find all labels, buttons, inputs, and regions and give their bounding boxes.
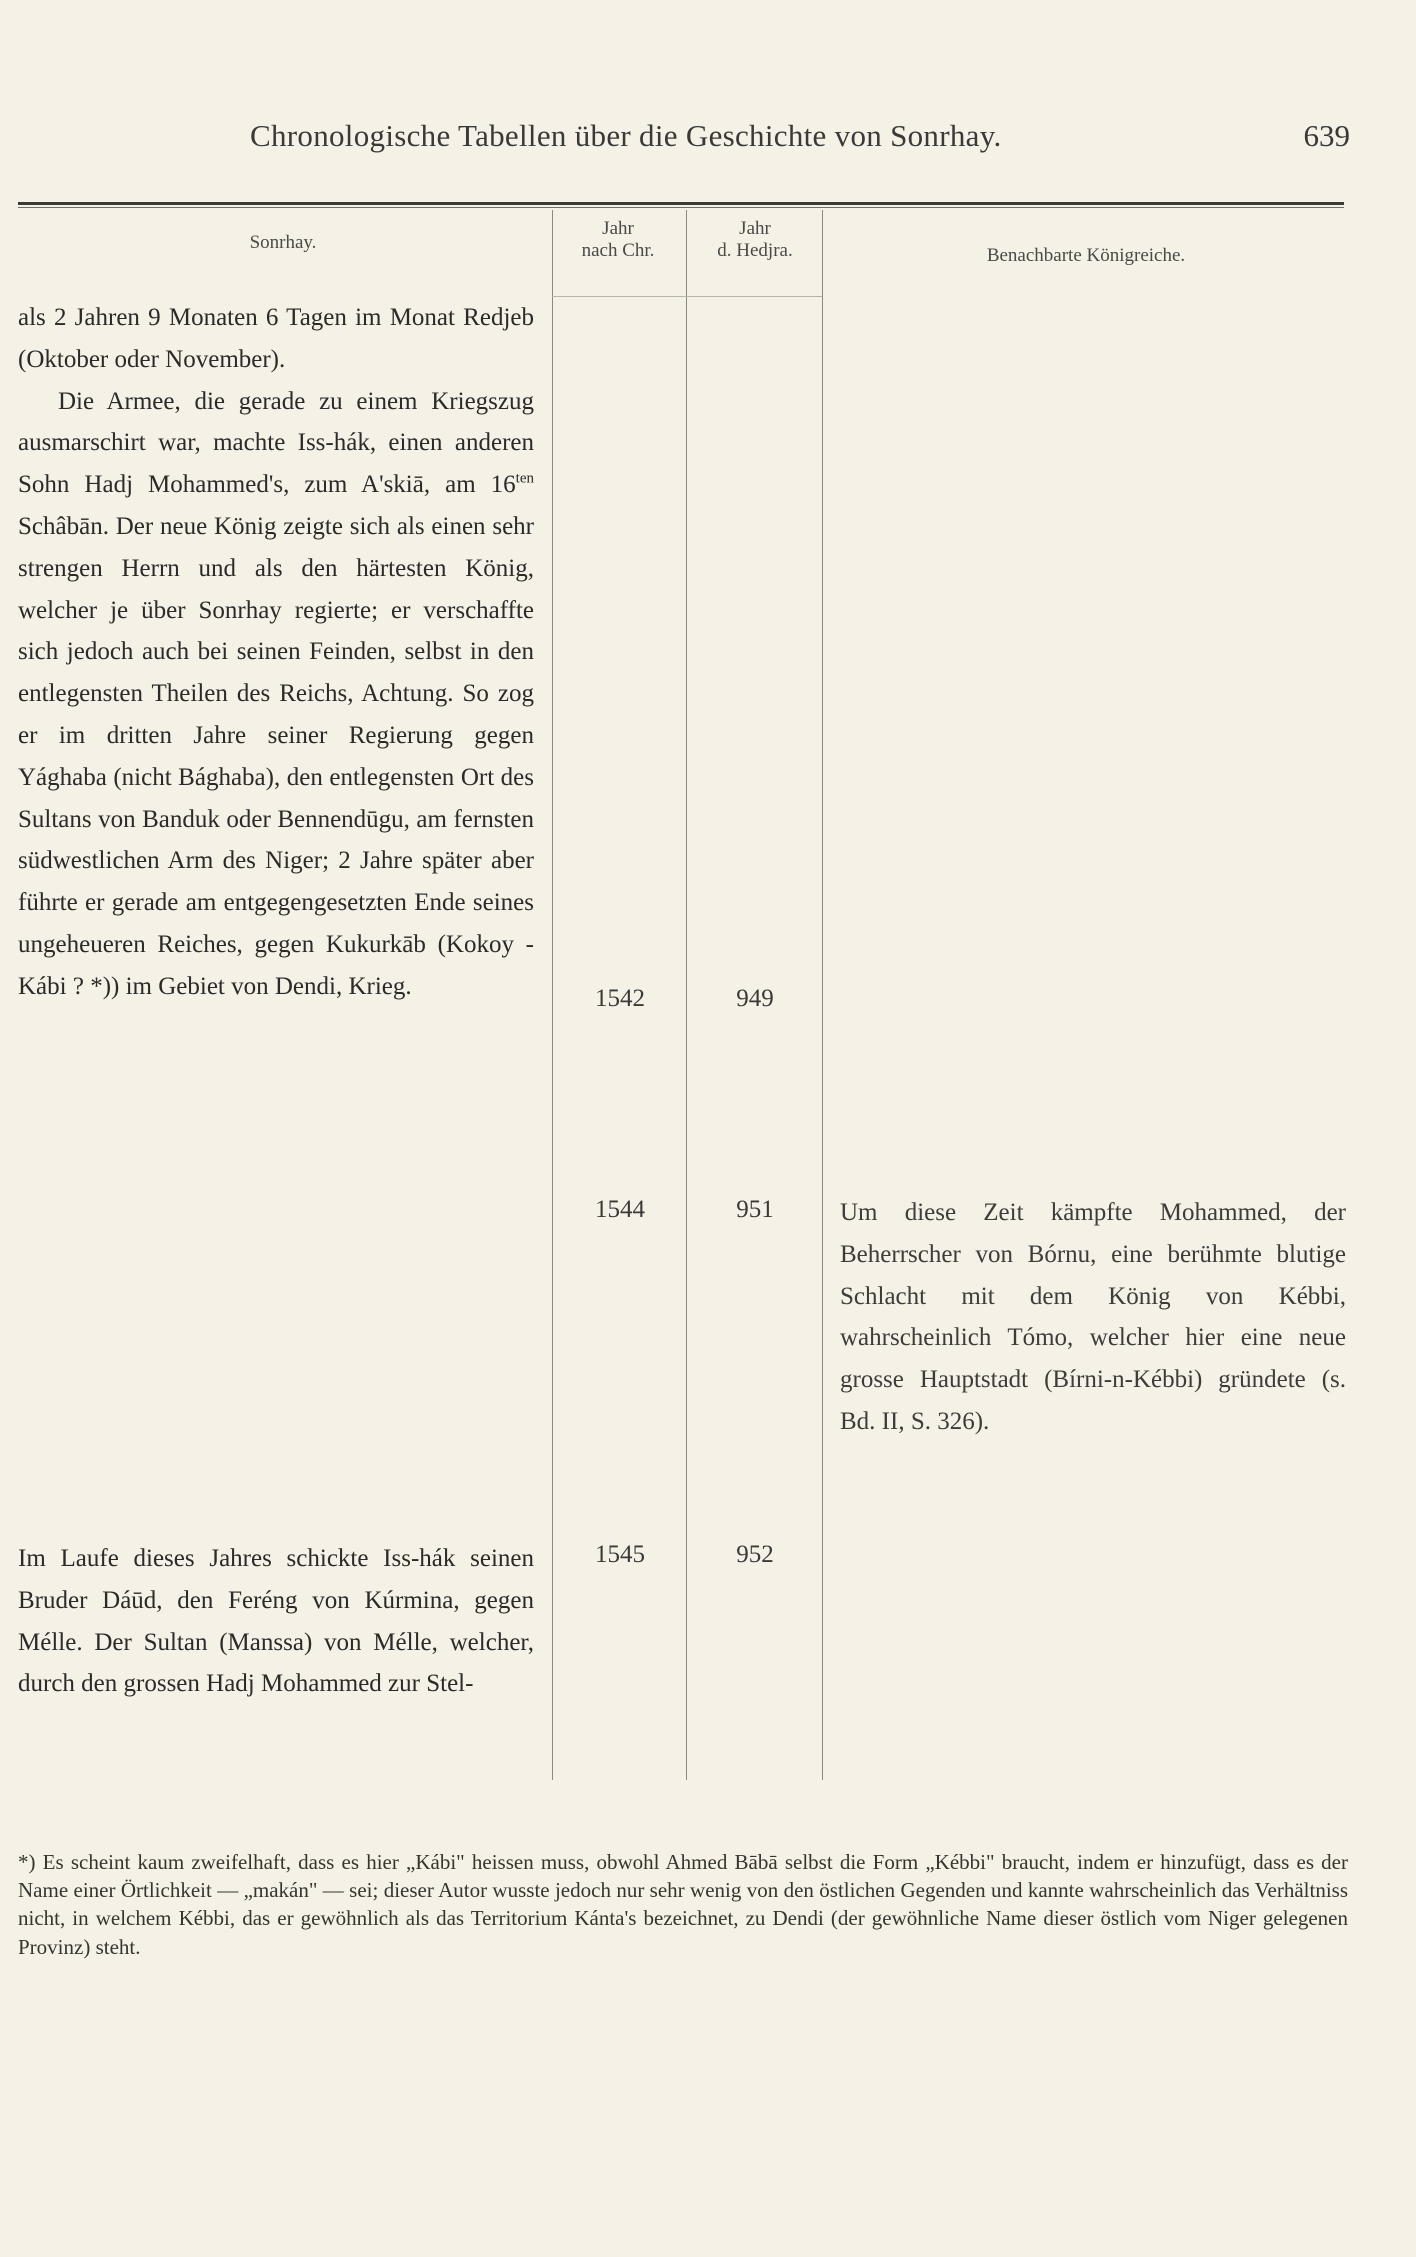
- footnote-text: *) Es scheint kaum zweifelhaft, dass es hier „Kábi" heissen muss, obwohl Ahmed Bābā selbst die Form „Kébbi" braucht, indem er hinzufügt, dass es der Name einer Örtlichkeit — „makán" — sei; dieser Autor wusste jedoch nur sehr wenig von den östlichen Gegenden und kannte wahrscheinlich das Verhältniss nicht, in welchem Kébbi, das er gewöhnlich als das Territorium Kánta's bezeichnet, zu Dendi (der gewöhnliche Name dieser östlich vom Niger gelegenen Provinz) steht.: [18, 1850, 1348, 1959]
- column-header-year-chr: [552, 218, 684, 262]
- footnote: [18, 1848, 1348, 1961]
- neighbors-column-text: Um diese Zeit kämpfte Mohammed, der Beherrscher von Bórnu, eine berühmte blutige Schlacht mit dem König von Kébbi, wahrscheinlich Tómo, welcher hier eine neue grosse Hauptstadt (Bírni-n-Kébbi) gründete (s. Bd. II, S. 326).: [840, 1199, 1346, 1435]
- year-chr-1545: 1545: [595, 1541, 645, 1568]
- column-divider-3: [822, 210, 823, 1780]
- column-header-year-hedjra-line2: d. Hedjra.: [717, 240, 793, 261]
- column-header-year-chr-line2: nach Chr.: [581, 240, 655, 261]
- column-divider-1: [552, 210, 553, 1780]
- column-header-year-chr-line1: Jahr: [602, 218, 634, 239]
- column-header-sonrhay: Sonrhay.: [249, 232, 317, 253]
- page-title: Chronologische Tabellen über die Geschichte von Sonrhay.: [250, 118, 1002, 153]
- year-chr-1542: 1542: [595, 985, 645, 1012]
- year-hedjra-949: 949: [736, 985, 774, 1012]
- sonrhay-column-text: [18, 297, 534, 1008]
- year-chr-1544: 1544: [595, 1196, 645, 1223]
- column-divider-2: [686, 210, 687, 1780]
- header-rule: [18, 202, 1344, 205]
- paragraph-2-superscript: ten: [515, 470, 534, 487]
- header-bottom-rule: [552, 296, 822, 297]
- paragraph-2-part-a: Die Armee, die gerade zu einem Kriegszug ausmarschirt war, machte Iss-hák, einen anderen Sohn Hadj Mohammed's, zum A'skiā, am 16: [18, 387, 534, 499]
- year-hedjra-952: 952: [736, 1541, 774, 1568]
- column-header-neighbors: Benachbarte Königreiche.: [986, 245, 1186, 266]
- paragraph-3: Im Laufe dieses Jahres schickte Iss-hák seinen Bruder Dáūd, den Feréng von Kúrmina, gegen Mélle. Der Sultan (Manssa) von Mélle, welcher, durch den grossen Hadj Mohammed zur Stel-: [18, 1545, 534, 1698]
- sonrhay-column-text-2: [18, 1538, 534, 1705]
- paragraph-2: [18, 381, 534, 1008]
- page-number: 639: [1303, 118, 1350, 153]
- paragraph-1: als 2 Jahren 9 Monaten 6 Tagen im Monat Redjeb (Oktober oder November).: [18, 304, 534, 373]
- paragraph-2-part-b: Schâbān. Der neue König zeigte sich als einen sehr strengen Herrn und als den härtesten König, welcher je über Sonrhay regierte; er verschaffte sich jedoch auch bei seinen Feinden, selbst in den entlegensten Theilen des Reichs, Achtung. So zog er im dritten Jahre seiner Regierung gegen Yághaba (nicht Bághaba), den entlegensten Ort des Sultans von Banduk oder Bennendūgu, am fernsten südwestlichen Arm des Niger; 2 Jahre später aber führte er gerade am entgegengesetzten Ende seines ungeheueren Reiches, gegen Kukurkāb (Kokoy - Kábi ? *)) im Gebiet von Dendi, Krieg.: [18, 512, 534, 1000]
- column-header-year-hedjra-line1: Jahr: [739, 218, 771, 239]
- column-header-year-hedjra: [690, 218, 820, 262]
- header-rule-thin: [18, 207, 1344, 208]
- year-hedjra-951: 951: [736, 1196, 774, 1223]
